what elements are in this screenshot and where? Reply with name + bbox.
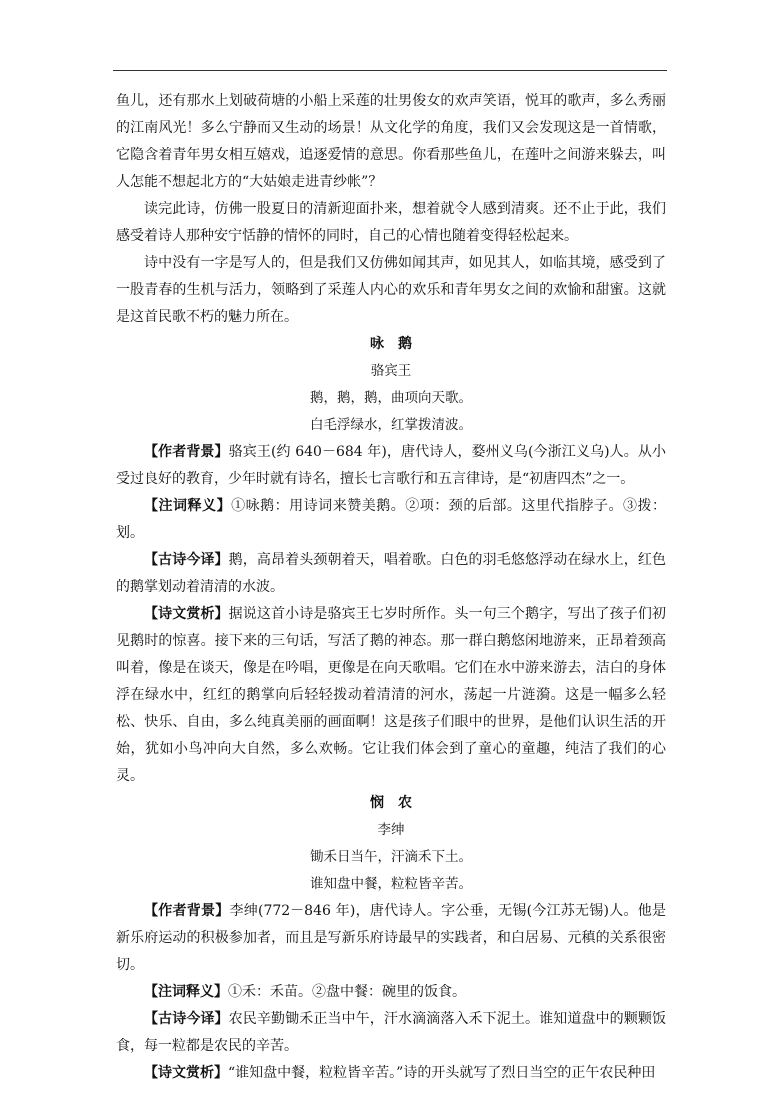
section-text: ①咏鹅：用诗词来赞美鹅。②项：颈的后部。这里代指脖子。③拨：划。 <box>116 498 667 541</box>
section-label: 【古诗今译】 <box>144 1011 229 1027</box>
section-label: 【古诗今译】 <box>144 552 229 568</box>
section-label: 【注词释义】 <box>144 498 232 514</box>
header-rule <box>113 70 667 71</box>
section-text: ①禾：禾苗。②盘中餐：碗里的饭食。 <box>228 984 466 1000</box>
poem2-line-2: 谁知盘中餐，粒粒皆辛苦。 <box>310 876 472 892</box>
intro-paragraph-2: 读完此诗，仿佛一股夏日的清新迎面扑来，想着就令人感到清爽。还不止于此，我们感受着诗人那种安宁恬静的情怀的同时，自己的心情也随着变得轻松起来。 <box>116 201 666 244</box>
section-label: 【注词释义】 <box>144 984 228 1000</box>
section-text: 骆宾王(约 640－684 年)，唐代诗人，婺州义乌(今浙江义乌)人。从小受过良好的教育，少年时就有诗名，擅长七言歌行和五言律诗，是“初唐四杰”之一。 <box>116 444 666 487</box>
poem2-notes <box>116 979 666 1006</box>
poem2-appreciation <box>116 1060 666 1087</box>
section-label: 【作者背景】 <box>144 444 229 460</box>
poem1-background <box>116 439 666 493</box>
poem1-title: 咏鹅 <box>370 336 426 352</box>
section-text: “谁知盘中餐，粒粒皆辛苦。”诗的开头就写了烈日当空的正午农民种田 <box>228 1065 656 1081</box>
section-text: 农民辛勤锄禾正当中午，汗水滴滴落入禾下泥土。谁知道盘中的颗颗饭食，每一粒都是农民的辛苦。 <box>116 1011 667 1054</box>
poem2-line-1: 锄禾日当午，汗滴禾下土。 <box>310 849 472 865</box>
section-label: 【诗文赏析】 <box>144 1065 228 1081</box>
poem1-appreciation <box>116 601 666 790</box>
document-body <box>116 88 666 1087</box>
section-label: 【作者背景】 <box>144 903 230 919</box>
poem2-background <box>116 898 666 979</box>
intro-paragraph-3: 诗中没有一字是写人的，但是我们又仿佛如闻其声，如见其人，如临其境，感受到了一股青春的生机与活力，领略到了采莲人内心的欢乐和青年男女之间的欢愉和甜蜜。这就是这首民歌不朽的魅力所在。 <box>116 255 666 325</box>
poem1-line-1: 鹅，鹅，鹅，曲项向天歌。 <box>310 390 472 406</box>
section-text: 据说这首小诗是骆宾王七岁时所作。头一句三个鹅字，写出了孩子们初见鹅时的惊喜。接下来的三句话，写活了鹅的神态。那一群白鹅悠闲地游来，正昂着颈高叫着，像是在谈天，像是在吟唱，更像是在向天歌唱。它们在水中游来游去，洁白的身体浮在绿水中，红红的鹅掌向后轻轻拨动着清清的河水，荡起一片涟漪。这是一幅多么轻松、快乐、自由，多么纯真美丽的画面啊！这是孩子们眼中的世界，是他们认识生活的开始，犹如小鸟冲向大自然，多么欢畅。它让我们体会到了童心的童趣，纯洁了我们的心灵。 <box>116 606 667 784</box>
section-text: 李绅(772－846 年)，唐代诗人。字公垂，无锡(今江苏无锡)人。他是新乐府运动的积极参加者，而且是写新乐府诗最早的实践者，和白居易、元稹的关系很密切。 <box>116 903 666 973</box>
poem1-line-2: 白毛浮绿水，红掌拨清波。 <box>310 417 472 433</box>
poem1-translation <box>116 547 666 601</box>
intro-paragraph-1: 鱼儿，还有那水上划破荷塘的小船上采莲的壮男俊女的欢声笑语，悦耳的歌声，多么秀丽的江南风光！多么宁静而又生动的场景！从文化学的角度，我们又会发现这是一首情歌，它隐含着青年男女相互嬉戏，追逐爱情的意思。你看那些鱼儿，在莲叶之间游来躲去，叫人怎能不想起北方的“大姑娘走进青纱帐”？ <box>116 93 666 190</box>
poem2-author: 李绅 <box>377 822 405 838</box>
section-label: 【诗文赏析】 <box>144 606 229 622</box>
poem2-title: 悯农 <box>370 795 426 811</box>
poem1-notes <box>116 493 666 547</box>
section-text: 鹅，高昂着头颈朝着天，唱着歌。白色的羽毛悠悠浮动在绿水上，红色的鹅掌划动着清清的水波。 <box>116 552 667 595</box>
poem1-author: 骆宾王 <box>370 363 412 379</box>
poem2-translation <box>116 1006 666 1060</box>
